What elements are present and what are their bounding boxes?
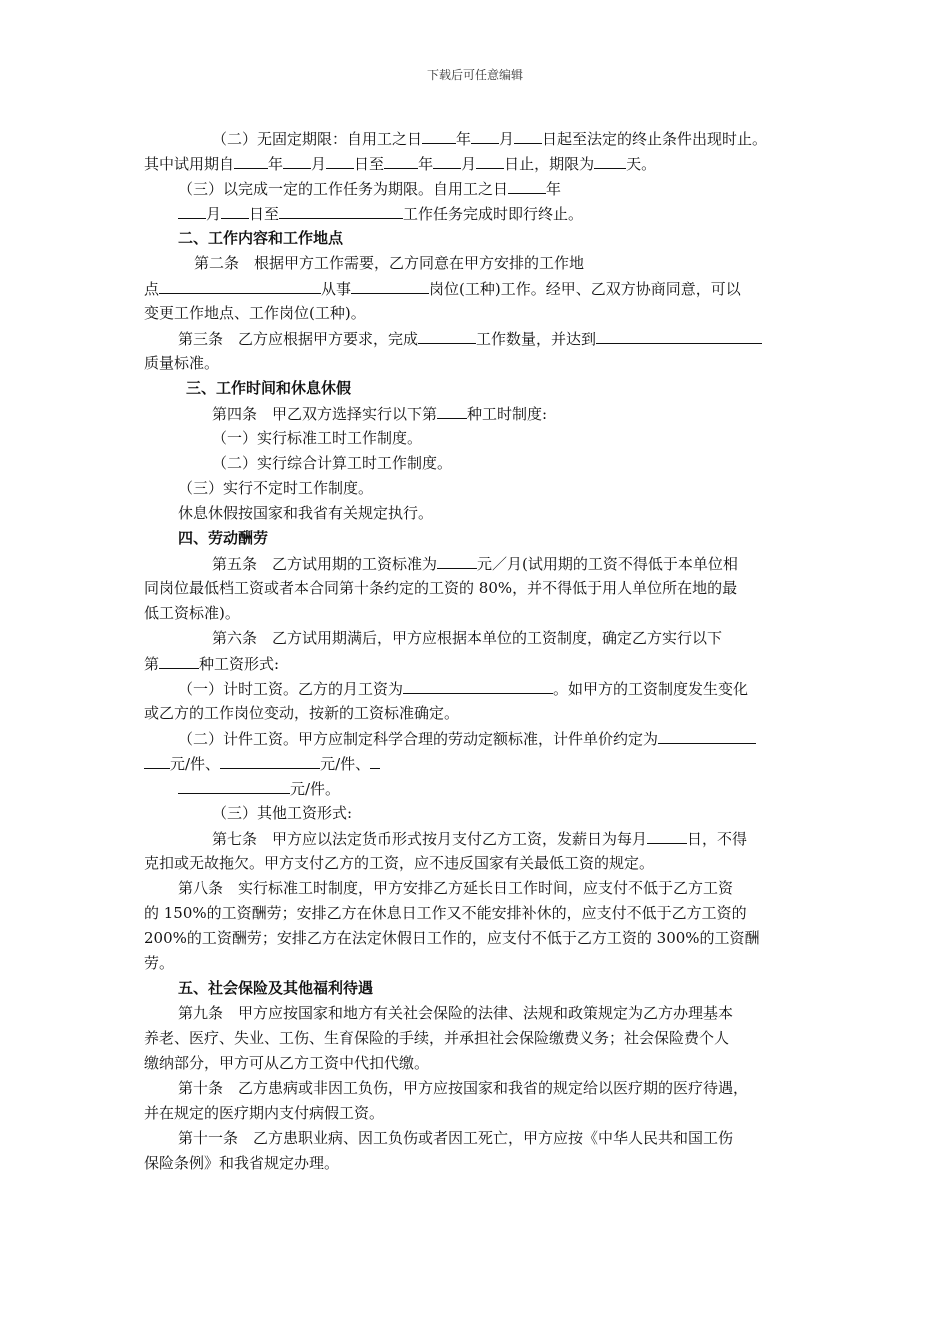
clause-line: （一）实行标准工时工作制度。 bbox=[212, 429, 423, 447]
page-header: 下载后可任意编辑 bbox=[426, 68, 523, 82]
clause-line: 第五条 乙方试用期的工资标准为 元／月(试用期的工资不得低于本单位相 bbox=[212, 555, 738, 573]
clause-line: 保险条例》和我省规定办理。 bbox=[144, 1154, 340, 1172]
clause-line: 第 种工资形式: bbox=[144, 655, 280, 673]
clause-line: （二）实行综合计算工时工作制度。 bbox=[212, 454, 453, 472]
clause-line: 第七条 甲方应以法定货币形式按月支付乙方工资，发薪日为每月 日，不得 bbox=[212, 830, 748, 848]
clause-line: 点 从事 岗位(工种)工作。经甲、乙双方协商同意，可以 bbox=[144, 280, 741, 298]
clause-line: （二）计件工资。甲方应制定科学合理的劳动定额标准，计件单价约定为 bbox=[178, 728, 756, 749]
clause-line: 并在规定的医疗期内支付病假工资。 bbox=[144, 1104, 385, 1122]
clause-line: 200%的工资酬劳；安排乙方在法定休假日工作的，应支付不低于乙方工资的 300%的工资酬 bbox=[144, 929, 760, 947]
clause-line: 劳。 bbox=[144, 954, 175, 972]
clause-line: 元/件、 元/件、 bbox=[144, 753, 380, 774]
clause-line: 质量标准。 bbox=[144, 354, 220, 372]
clause-line: （一）计时工资。乙方的月工资为 。如甲方的工资制度发生变化 bbox=[178, 680, 749, 698]
clause-line: 变更工作地点、工作岗位(工种)。 bbox=[144, 304, 366, 322]
clause-line: 缴纳部分，甲方可从乙方工资中代扣代缴。 bbox=[144, 1054, 430, 1072]
clause-line: （二）无固定期限：自用工之日 年 月 日起至法定的终止条件出现时止。 bbox=[212, 130, 768, 148]
clause-line: 第四条 甲乙双方选择实行以下第 种工时制度: bbox=[212, 405, 548, 423]
clause-line: 第十条 乙方患病或非因工负伤，甲方应按国家和我省的规定给以医疗期的医疗待遇， bbox=[178, 1079, 749, 1097]
clause-line: 养老、医疗、失业、工伤、生育保险的手续，并承担社会保险缴费义务；社会保险费个人 bbox=[144, 1029, 730, 1047]
clause-line: 月 日至 工作任务完成时即行终止。 bbox=[178, 203, 583, 224]
clause-line: 第六条 乙方试用期满后，甲方应根据本单位的工资制度，确定乙方实行以下 bbox=[212, 629, 723, 647]
clause-line: 元/件。 bbox=[178, 778, 340, 799]
clause-line: 第九条 甲方应按国家和地方有关社会保险的法律、法规和政策规定为乙方办理基本 bbox=[178, 1004, 734, 1022]
clause-line: （三）以完成一定的工作任务为期限。自用工之日 年 bbox=[178, 180, 562, 198]
clause-line: 第十一条 乙方患职业病、因工负伤或者因工死亡，甲方应按《中华人民共和国工伤 bbox=[178, 1129, 734, 1147]
clause-line: 第三条 乙方应根据甲方要求，完成 工作数量，并达到 bbox=[178, 328, 762, 349]
clause-line: 的 150%的工资酬劳；安排乙方在休息日工作又不能安排补休的，应支付不低于乙方工资的 bbox=[144, 904, 747, 922]
clause-line: 低工资标准)。 bbox=[144, 604, 240, 622]
clause-line: （三）其他工资形式: bbox=[212, 804, 353, 822]
clause-line: 第八条 实行标准工时制度，甲方安排乙方延长日工作时间，应支付不低于乙方工资 bbox=[178, 879, 734, 897]
clause-line: （三）实行不定时工作制度。 bbox=[178, 479, 374, 497]
clause-line: 第二条 根据甲方工作需要，乙方同意在甲方安排的工作地 bbox=[194, 254, 585, 272]
section-heading: 四、劳动酬劳 bbox=[178, 529, 269, 547]
section-heading: 二、工作内容和工作地点 bbox=[178, 229, 344, 247]
section-heading: 三、工作时间和休息休假 bbox=[186, 379, 352, 397]
clause-line: 或乙方的工作岗位变动，按新的工资标准确定。 bbox=[144, 704, 460, 722]
clause-line: 休息休假按国家和我省有关规定执行。 bbox=[178, 504, 434, 522]
section-heading: 五、社会保险及其他福利待遇 bbox=[178, 979, 374, 997]
clause-line: 同岗位最低档工资或者本合同第十条约定的工资的 80%，并不得低于用人单位所在地的最 bbox=[144, 579, 738, 597]
clause-line: 其中试用期自 年 月 日至 年 月 日止，期限为 天。 bbox=[144, 155, 657, 173]
clause-line: 克扣或无故拖欠。甲方支付乙方的工资，应不违反国家有关最低工资的规定。 bbox=[144, 854, 655, 872]
